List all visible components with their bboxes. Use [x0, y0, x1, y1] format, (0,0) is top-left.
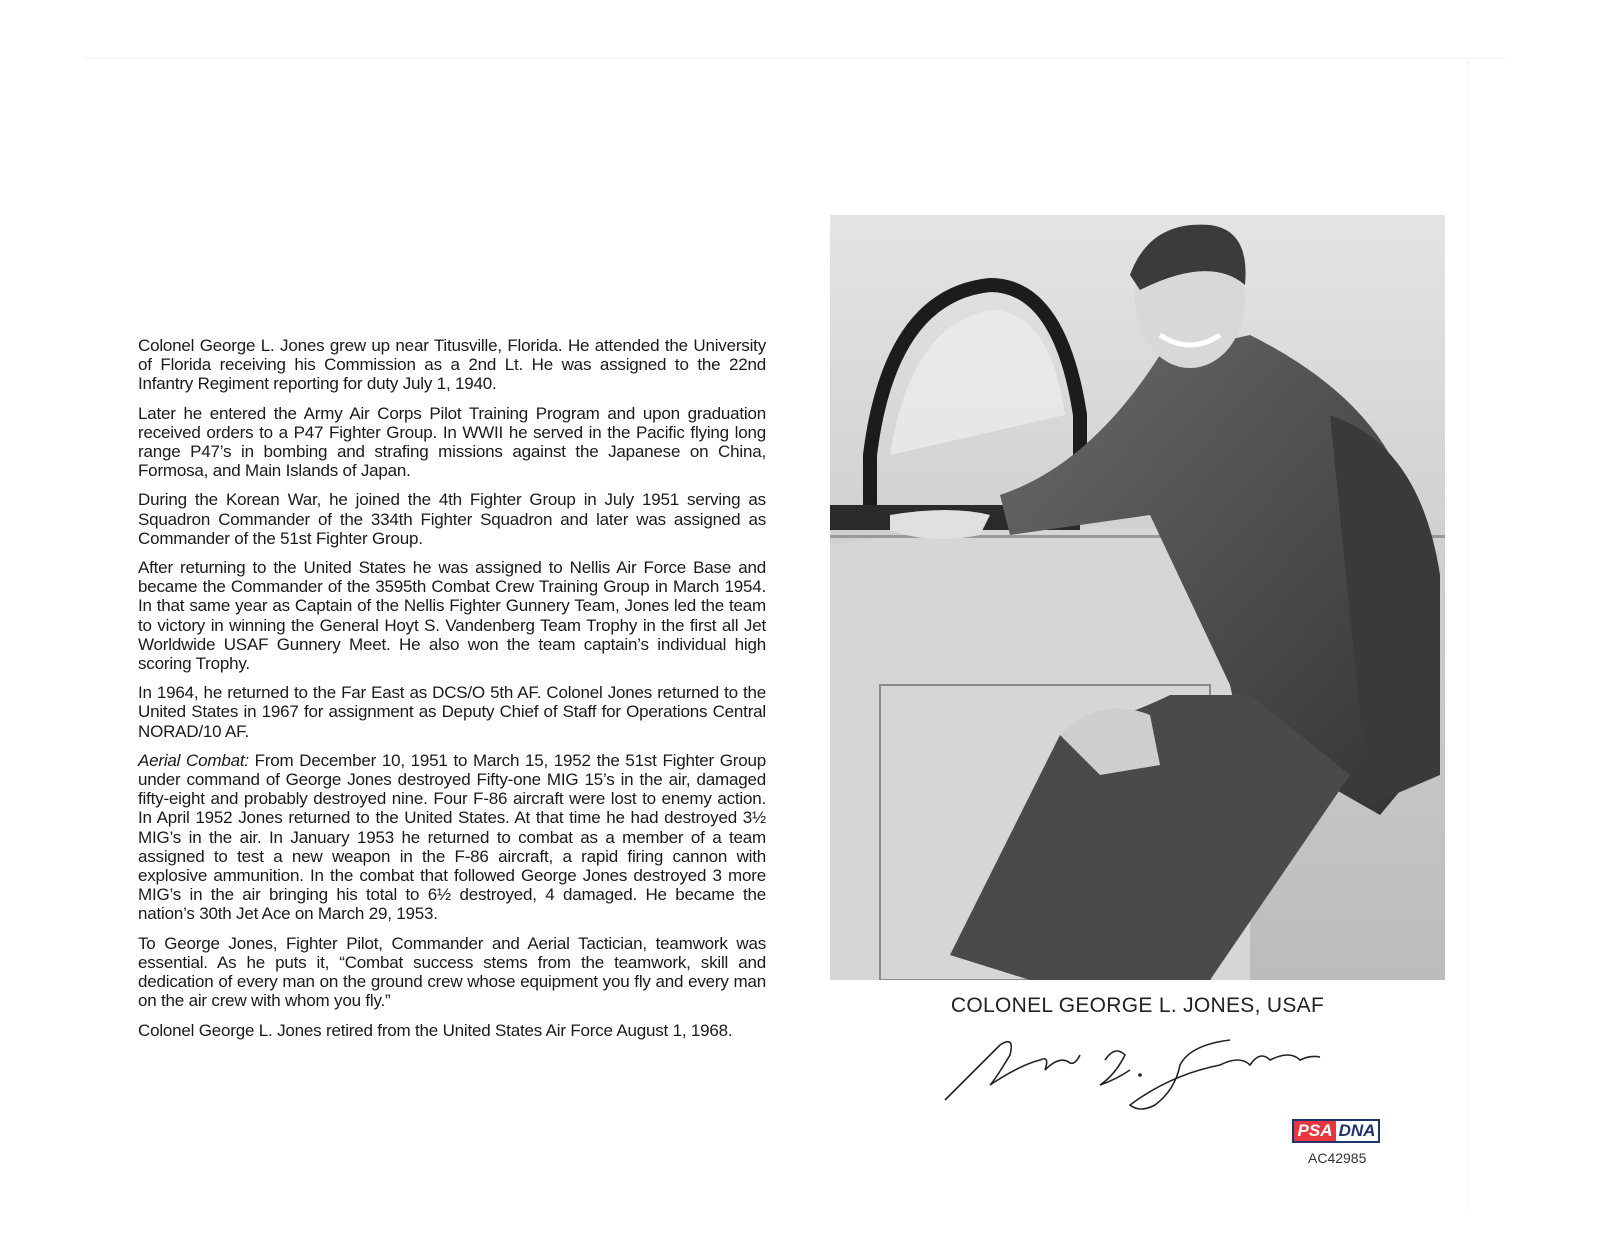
psa-logo-text: PSA: [1294, 1121, 1336, 1141]
page-edge: [85, 58, 1505, 59]
dna-logo-text: DNA: [1336, 1121, 1378, 1141]
bio-paragraph: In 1964, he returned to the Far East as DCS/O 5th AF. Colonel Jones returned to the United States in 1967 for assignment as Deputy Chief of Staff for Operations Central NORAD/10 AF.: [138, 683, 766, 741]
page-edge: [1467, 60, 1468, 1210]
portrait-photo: [830, 215, 1445, 980]
bio-paragraph: Colonel George L. Jones grew up near Titusville, Florida. He attended the University of Florida receiving his Commission as a 2nd Lt. He was assigned to the 22nd Infantry Regiment reporting for duty July 1, 1940.: [138, 336, 766, 394]
aerial-combat-text: From December 10, 1951 to March 15, 1952 the 51st Fighter Group under command of George Jones destroyed Fifty-one MIG 15’s in the air, damaged fifty-eight and probably destroyed nine. Four F-86 aircraft were lost to enemy action. In April 1952 Jones returned to the United States. At that time he had destroyed 3½ MIG’s in the air. In January 1953 he returned to combat as a member of a team assigned to test a new weapon in the F-86 aircraft, a rapid firing cannon with explosive ammunition. In the combat that followed George Jones destroyed 3 more MIG’s in the air bringing his total to 6½ destroyed, 4 damaged. He became the nation’s 30th Jet Ace on March 29, 1953.: [138, 750, 766, 924]
aerial-combat-paragraph: [138, 751, 766, 924]
bio-paragraph: Later he entered the Army Air Corps Pilot Training Program and upon graduation received orders to a P47 Fighter Group. In WWII he served in the Pacific flying long range P47’s in bombing and strafing missions against the Japanese on China, Formosa, and Main Islands of Japan.: [138, 403, 766, 481]
autograph-signature: [940, 1025, 1340, 1120]
psa-dna-logo: [1292, 1119, 1380, 1143]
certification-number: AC42985: [1308, 1150, 1367, 1166]
bio-paragraph: During the Korean War, he joined the 4th Fighter Group in July 1951 serving as Squadron Commander of the 334th Fighter Squadron and later was assigned as Commander of the 51st Fighter Group.: [138, 490, 766, 548]
photo-caption: COLONEL GEORGE L. JONES, USAF: [950, 994, 1325, 1017]
bio-paragraph: After returning to the United States he was assigned to Nellis Air Force Base and became the Commander of the 3595th Combat Crew Training Group in March 1954. In that same year as Captain of the Nellis Fighter Gunnery Team, Jones led the team to victory in winning the General Hoyt S. Vandenberg Team Trophy in the first all Jet Worldwide USAF Gunnery Meet. He also won the team captain’s individual high scoring Trophy.: [138, 558, 766, 674]
aerial-combat-lead: Aerial Combat:: [138, 750, 249, 770]
biography-text: [138, 336, 766, 1050]
bio-paragraph: To George Jones, Fighter Pilot, Commander and Aerial Tactician, teamwork was essential. As he puts it, “Combat success stems from the teamwork, skill and dedication of every man on the ground crew whose equipment you fly and every man on the air crew with whom you fly.”: [138, 933, 766, 1011]
bio-paragraph: Colonel George L. Jones retired from the United States Air Force August 1, 1968.: [138, 1020, 733, 1040]
